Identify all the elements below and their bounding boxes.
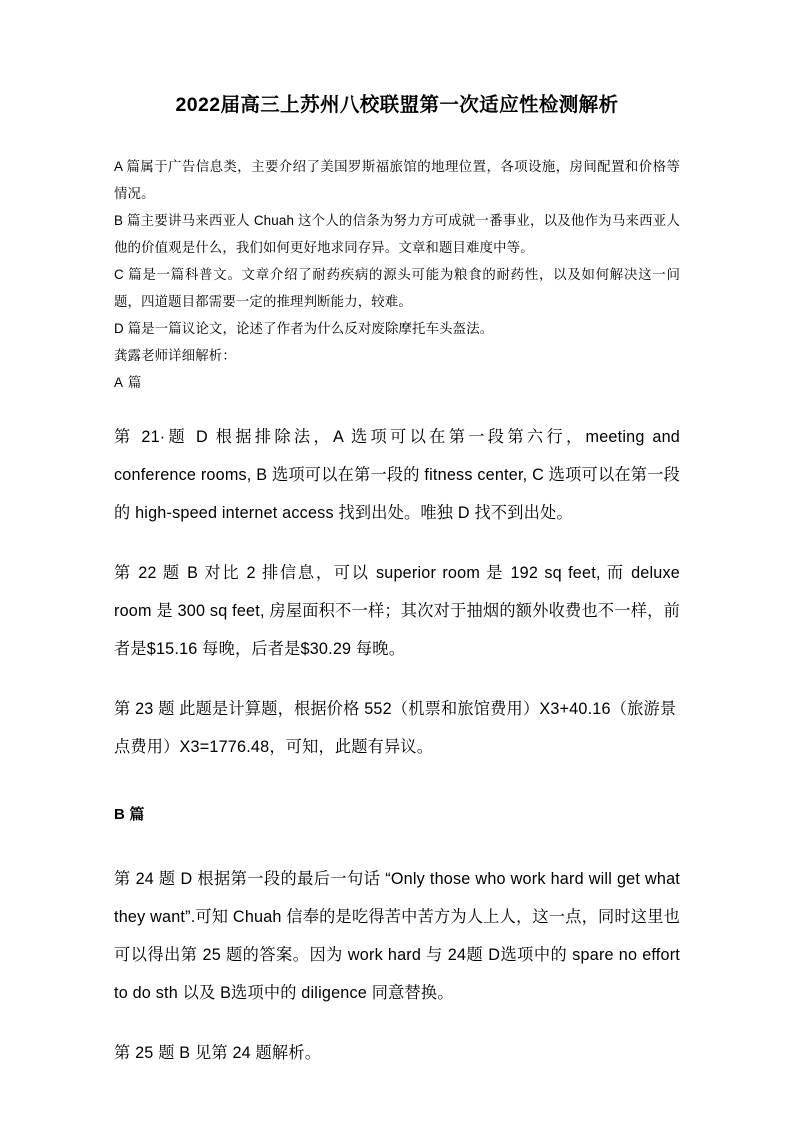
answer-q22: 第 22 题 B 对比 2 排信息，可以 superior room 是 192 sq feet, 而 deluxe room 是 300 sq feet, 房屋面积不一样；其次对于抽烟的额外收费也不一样，前者是$15.16 每晚，后者是$30.29 每晚。 xyxy=(114,564,680,659)
answers-block xyxy=(114,418,680,1072)
answer-q23: 第 23 题 此题是计算题，根据价格 552（机票和旅馆费用）X3+40.16（旅游景点费用）X3=1776.48，可知，此题有异议。 xyxy=(114,700,677,757)
intro-summary-block xyxy=(114,153,680,396)
section-a-heading-wrap xyxy=(114,369,680,396)
section-heading-b: B 篇 xyxy=(114,806,145,824)
page-title: 2022届高三上苏州八校联盟第一次适应性检测解析 xyxy=(175,94,619,116)
intro-line-c: C 篇是一篇科普文。文章介绍了耐药疾病的源头可能为粮食的耐药性，以及如何解决这一问题，四道题目都需要一定的推理判断能力，较难。 xyxy=(114,267,680,310)
answer-q24: 第 24 题 D 根据第一段的最后一句话 “Only those who work hard will get what they want”.可知 Chuah 信奉的是吃得苦中苦方为人上人，这一点，同时这里也可以得出第 25 题的答案。因为 work hard 与 24题 D选项中的 spare no effort to do sth 以及 B选项中的 diligence 同意替换。 xyxy=(114,870,680,1003)
section-heading-a: A 篇 xyxy=(114,375,143,391)
answer-q25: 第 25 题 B 见第 24 题解析。 xyxy=(114,1044,322,1063)
intro-line-a: A 篇属于广告信息类，主要介绍了美国罗斯福旅馆的地理位置，各项设施，房间配置和价格等情况。 xyxy=(114,159,680,202)
intro-line-b: B 篇主要讲马来西亚人 Chuah 这个人的信条为努力方可成就一番事业，以及他作为马来西亚人他的价值观是什么，我们如何更好地求同存异。文章和题目难度中等。 xyxy=(114,213,680,256)
intro-line-d: D 篇是一篇议论文，论述了作者为什么反对废除摩托车头盔法。 xyxy=(114,321,494,337)
intro-author-note: 龚露老师详细解析： xyxy=(114,348,236,364)
section-b-heading-wrap xyxy=(114,796,680,834)
answer-q21: 第 21·题 D 根据排除法，A 选项可以在第一段第六行，meeting and conference rooms, B 选项可以在第一段的 fitness center, C 选项可以在第一段的 high-speed internet access 找到出处。唯独 D 找不到出处。 xyxy=(114,428,680,523)
